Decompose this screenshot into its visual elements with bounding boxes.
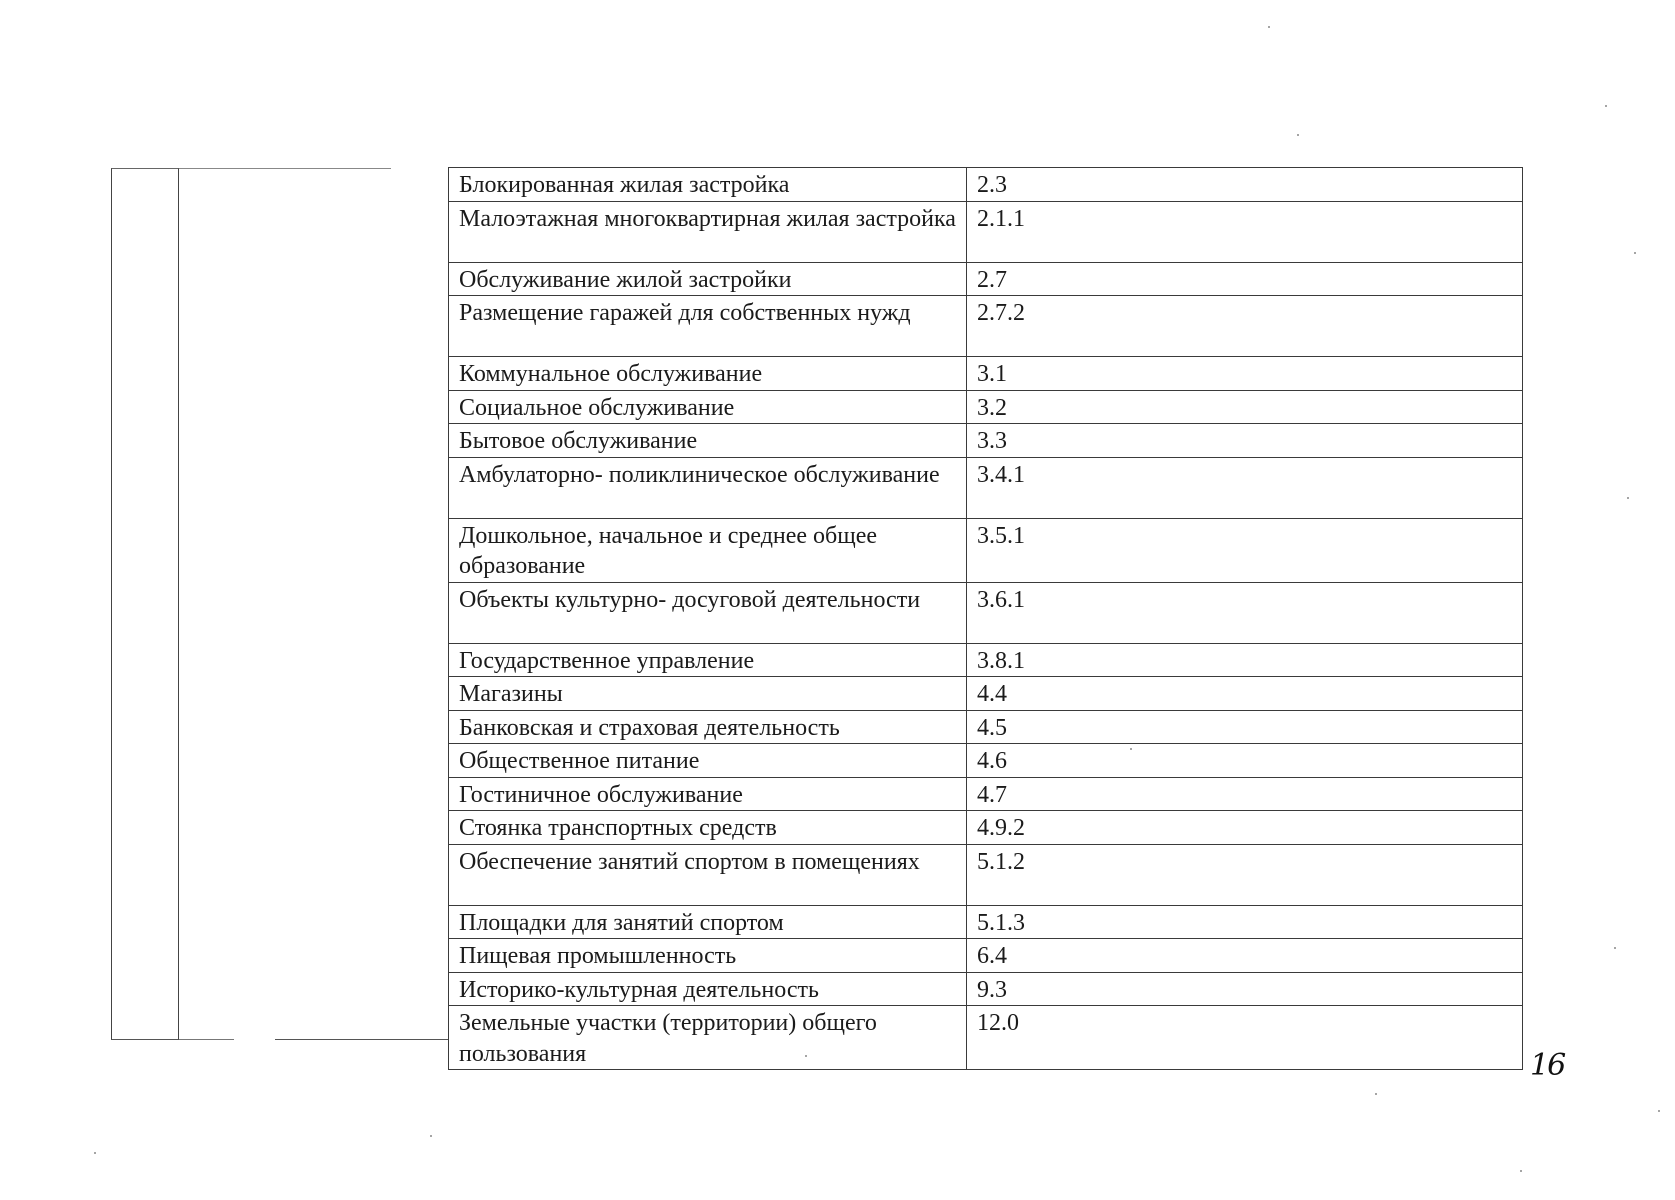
permitted-use-table	[448, 167, 1523, 1070]
use-name-cell: Магазины	[449, 677, 967, 711]
use-code-cell: 2.3	[967, 168, 1523, 202]
use-name-cell: Малоэтажная многоквартирная жилая застройка	[449, 201, 967, 262]
table-row	[449, 424, 1523, 458]
use-name-cell: Историко-культурная деятельность	[449, 972, 967, 1006]
use-name-cell: Стоянка транспортных средств	[449, 811, 967, 845]
scan-speck	[1520, 1170, 1522, 1172]
table-row	[449, 777, 1523, 811]
table-row	[449, 844, 1523, 905]
use-name-cell: Объекты культурно- досуговой деятельности	[449, 582, 967, 643]
scan-speck	[94, 1152, 96, 1154]
use-code-cell: 3.3	[967, 424, 1523, 458]
use-code-cell: 4.5	[967, 710, 1523, 744]
table-row	[449, 643, 1523, 677]
use-name-cell: Блокированная жилая застройка	[449, 168, 967, 202]
table-row	[449, 390, 1523, 424]
table-row	[449, 201, 1523, 262]
scan-speck	[1634, 252, 1636, 254]
use-code-cell: 3.6.1	[967, 582, 1523, 643]
use-code-cell: 3.5.1	[967, 518, 1523, 582]
use-name-cell: Банковская и страховая деятельность	[449, 710, 967, 744]
page-number: 16	[1530, 1048, 1565, 1083]
scan-speck	[1130, 748, 1132, 750]
scan-speck	[1268, 26, 1270, 28]
table-row	[449, 1006, 1523, 1070]
table-row	[449, 582, 1523, 643]
table-row	[449, 972, 1523, 1006]
use-name-cell: Земельные участки (территории) общего пользования	[449, 1006, 967, 1070]
use-name-cell: Государственное управление	[449, 643, 967, 677]
table-row	[449, 677, 1523, 711]
use-name-cell: Гостиничное обслуживание	[449, 777, 967, 811]
use-code-cell: 4.7	[967, 777, 1523, 811]
scan-speck	[1375, 1093, 1377, 1095]
use-code-cell: 3.2	[967, 390, 1523, 424]
use-code-cell: 5.1.2	[967, 844, 1523, 905]
scan-speck	[1605, 105, 1607, 107]
use-code-cell: 9.3	[967, 972, 1523, 1006]
use-code-cell: 6.4	[967, 939, 1523, 973]
table-bottom-rule	[275, 1039, 448, 1040]
scan-speck	[1297, 134, 1299, 136]
use-name-cell: Пищевая промышленность	[449, 939, 967, 973]
table-row	[449, 262, 1523, 296]
table-row	[449, 811, 1523, 845]
use-code-cell: 4.6	[967, 744, 1523, 778]
use-name-cell: Амбулаторно- поликлиническое обслуживание	[449, 457, 967, 518]
scan-speck	[805, 1055, 807, 1057]
use-code-cell: 3.4.1	[967, 457, 1523, 518]
use-code-cell: 4.9.2	[967, 811, 1523, 845]
table-row	[449, 939, 1523, 973]
use-code-cell: 3.8.1	[967, 643, 1523, 677]
use-code-cell: 2.7	[967, 262, 1523, 296]
scan-speck	[1614, 947, 1616, 949]
use-name-cell: Коммунальное обслуживание	[449, 357, 967, 391]
use-name-cell: Обеспечение занятий спортом в помещениях	[449, 844, 967, 905]
table-row	[449, 518, 1523, 582]
scan-speck	[1658, 1110, 1660, 1112]
scan-speck	[430, 1135, 432, 1137]
use-name-cell: Площадки для занятий спортом	[449, 905, 967, 939]
scan-speck	[1627, 497, 1629, 499]
use-code-cell: 5.1.3	[967, 905, 1523, 939]
use-code-cell: 12.0	[967, 1006, 1523, 1070]
use-name-cell: Размещение гаражей для собственных нужд	[449, 296, 967, 357]
use-name-cell: Общественное питание	[449, 744, 967, 778]
table-row	[449, 744, 1523, 778]
use-name-cell: Социальное обслуживание	[449, 390, 967, 424]
table-row	[449, 710, 1523, 744]
table-top-rule	[179, 168, 391, 169]
use-code-cell: 4.4	[967, 677, 1523, 711]
table-row	[449, 296, 1523, 357]
left-margin-columns	[111, 168, 179, 1040]
table-row	[449, 457, 1523, 518]
table-row	[449, 905, 1523, 939]
table-row	[449, 357, 1523, 391]
use-name-cell: Бытовое обслуживание	[449, 424, 967, 458]
use-code-cell: 2.1.1	[967, 201, 1523, 262]
use-name-cell: Дошкольное, начальное и среднее общее образование	[449, 518, 967, 582]
table-row	[449, 168, 1523, 202]
table-bottom-rule-left	[179, 1039, 234, 1040]
use-code-cell: 2.7.2	[967, 296, 1523, 357]
use-name-cell: Обслуживание жилой застройки	[449, 262, 967, 296]
use-code-cell: 3.1	[967, 357, 1523, 391]
